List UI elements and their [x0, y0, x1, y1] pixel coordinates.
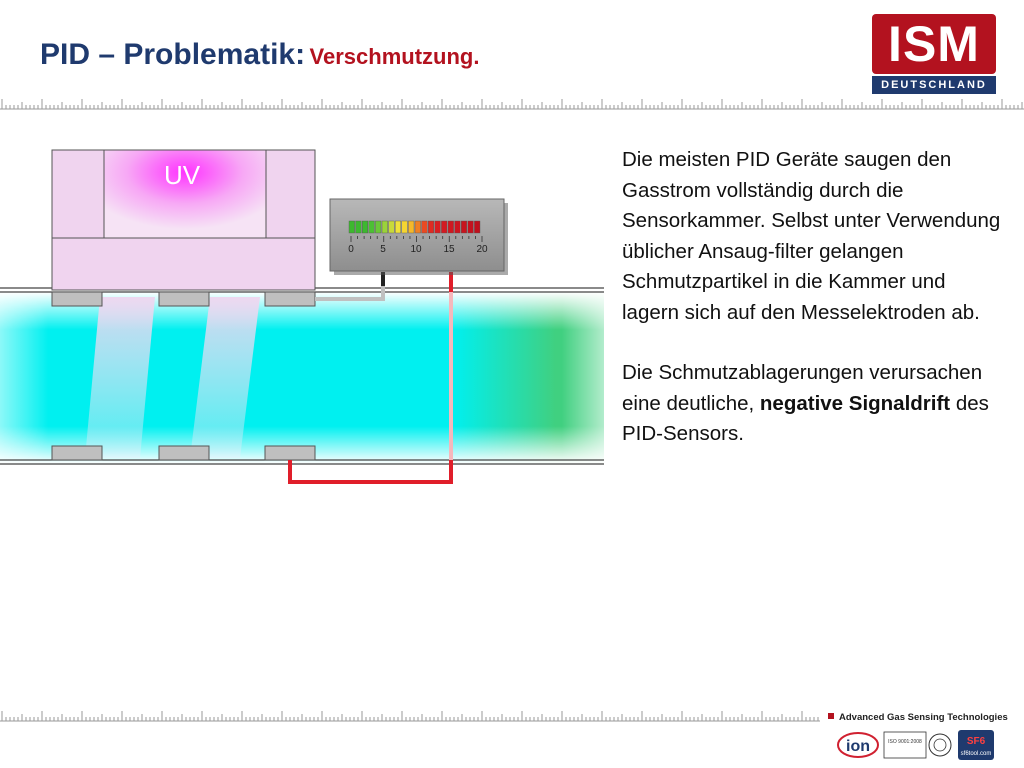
certification-seal-icon [929, 734, 951, 756]
footer-partner-logos [836, 726, 996, 762]
electrode-bottom-3 [265, 446, 315, 460]
ion-logo: ion [846, 738, 870, 755]
footer-brand [828, 712, 1008, 723]
sf6-logo: SF6 [966, 736, 986, 747]
meter-segment [455, 221, 461, 233]
meter-segment [435, 221, 441, 233]
logo-text: ISM [888, 16, 980, 72]
sensor-chamber-left [52, 150, 104, 238]
logo-subtext: DEUTSCHLAND [872, 76, 996, 94]
meter-tick-label-15: 15 [443, 244, 455, 255]
meter-segment [428, 221, 434, 233]
title-sub: Verschmutzung. [309, 44, 480, 69]
iso-cert-logo: ISO 9001:2008 [888, 739, 922, 745]
iso-cert-logo-box [884, 732, 926, 758]
meter-segment [382, 221, 388, 233]
signal-meter [330, 199, 504, 271]
meter-segment [369, 221, 375, 233]
electrode-top-3 [265, 292, 315, 306]
electrode-bottom-2 [159, 446, 209, 460]
meter-segment [362, 221, 368, 233]
slide-title [40, 38, 479, 72]
top-ruler-decoration [0, 96, 1024, 110]
meter-segment [448, 221, 454, 233]
electrode-top-2 [159, 292, 209, 306]
meter-segment [356, 221, 362, 233]
meter-segment [422, 221, 428, 233]
sensor-chamber-right [266, 150, 315, 238]
electrode-top-1 [52, 292, 102, 306]
title-main: PID – Problematik: [40, 38, 306, 71]
ism-logo [872, 14, 996, 94]
meter-segment [395, 221, 401, 233]
meter-tick-label-20: 20 [476, 244, 488, 255]
meter-segment [474, 221, 480, 233]
pid-sensor-diagram [0, 140, 604, 500]
meter-segment [468, 221, 474, 233]
brand-square-icon [828, 713, 834, 719]
footer-brand-text: Advanced Gas Sensing Technologies [839, 712, 1008, 723]
meter-tick-label-10: 10 [410, 244, 422, 255]
paragraph-2-bold: negative Signaldrift [759, 391, 951, 415]
meter-tick-label-5: 5 [380, 244, 386, 255]
meter-tick-label-0: 0 [348, 244, 354, 255]
meter-segment [349, 221, 355, 233]
meter-segment [441, 221, 447, 233]
meter-segment [415, 221, 421, 233]
sf6-logo-url: sf6tool.com [960, 751, 992, 757]
uv-label: UV [163, 160, 201, 190]
paragraph-2 [622, 358, 1002, 450]
bottom-ruler-decoration [0, 708, 820, 722]
meter-segment [408, 221, 414, 233]
meter-segment [461, 221, 467, 233]
paragraph-2-end: des PID-Sensors. [622, 391, 989, 445]
meter-segment [389, 221, 395, 233]
paragraph-1: Die meisten PID Geräte saugen den Gasstrom vollständig durch die Sensorkammer. Selbst unter Verwendung üblicher Ansaug-filter gelangen Schmutzpartikel in die Kammer und lagern sich auf den Messelektroden ab. [622, 148, 1001, 324]
explanation-text [622, 145, 1002, 480]
paragraph-2-start: Die Schmutzablagerungen verursachen eine deutliche, [622, 361, 983, 415]
meter-segment [375, 221, 381, 233]
sensor-chamber-base [52, 238, 315, 290]
meter-segment [402, 221, 408, 233]
electrode-bottom-1 [52, 446, 102, 460]
